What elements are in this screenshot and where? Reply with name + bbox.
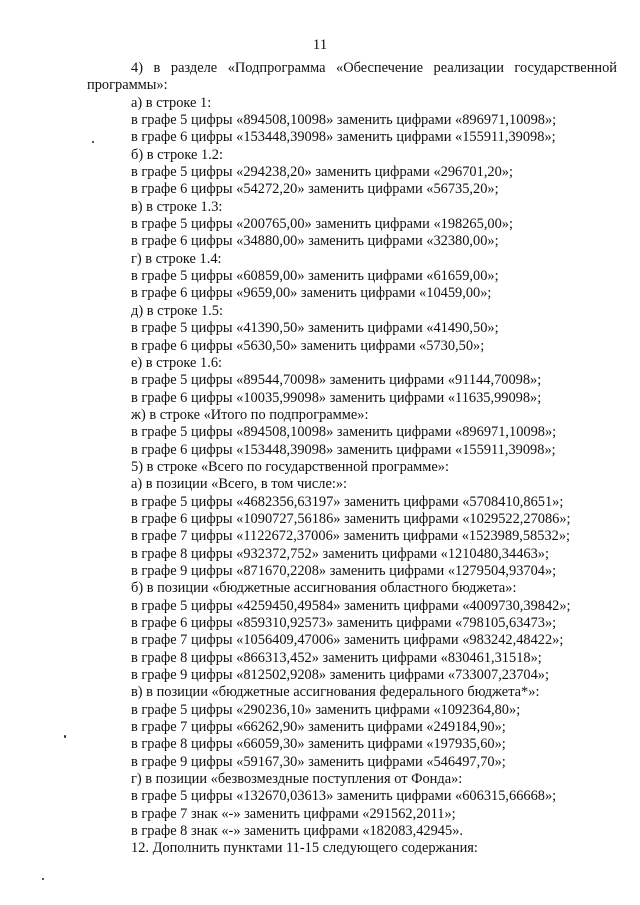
- text-line: в графе 5 цифры «290236,10» заменить цифрами «1092364,80»;: [131, 701, 521, 718]
- text-line: в графе 8 знак «-» заменить цифрами «182083,42945».: [131, 823, 463, 840]
- text-line: в графе 6 цифры «10035,99098» заменить цифрами «11635,99098»;: [131, 389, 542, 406]
- page-number: 11: [312, 37, 328, 53]
- text-line: в графе 9 цифры «812502,9208» заменить цифрами «733007,23704»;: [131, 667, 549, 684]
- text-line: в графе 5 цифры «4259450,49584» заменить цифрами «4009730,39842»;: [131, 597, 571, 614]
- text-line: в графе 6 цифры «153448,39098» заменить цифрами «155911,39098»;: [131, 441, 556, 458]
- text-line: в графе 5 цифры «41390,50» заменить цифрами «41490,50»;: [131, 320, 499, 337]
- text-line: программы»:: [87, 77, 168, 94]
- scan-speck: [92, 141, 94, 143]
- text-line: в графе 6 цифры «9659,00» заменить цифрами «10459,00»;: [131, 285, 492, 302]
- text-line: в графе 7 знак «-» заменить цифрами «291562,2011»;: [131, 805, 456, 822]
- text-line: а) в строке 1:: [131, 94, 212, 111]
- text-line: 12. Дополнить пунктами 11-15 следующего содержания:: [131, 840, 478, 857]
- document-body: [87, 60, 617, 858]
- text-line: 5) в строке «Всего по государственной программе»:: [131, 458, 449, 475]
- text-line: в графе 5 цифры «294238,20» заменить цифрами «296701,20»;: [131, 164, 513, 181]
- scan-speck: [42, 878, 44, 880]
- text-line: в графе 8 цифры «932372,752» заменить цифрами «1210480,34463»;: [131, 545, 549, 562]
- text-line: г) в строке 1.4:: [131, 250, 222, 267]
- text-line: д) в строке 1.5:: [131, 302, 223, 319]
- text-line: в графе 5 цифры «894508,10098» заменить цифрами «896971,10098»;: [131, 112, 557, 129]
- text-line: в) в строке 1.3:: [131, 198, 223, 215]
- scan-speck: [64, 735, 66, 738]
- text-line: в графе 8 цифры «866313,452» заменить цифрами «830461,31518»;: [131, 649, 542, 666]
- text-line: б) в строке 1.2:: [131, 146, 223, 163]
- text-line: в графе 6 цифры «5630,50» заменить цифрами «5730,50»;: [131, 337, 485, 354]
- text-line: в графе 5 цифры «132670,03613» заменить цифрами «606315,66668»;: [131, 788, 557, 805]
- text-line: а) в позиции «Всего, в том числе:»:: [131, 476, 348, 493]
- text-line: в графе 6 цифры «54272,20» заменить цифрами «56735,20»;: [131, 181, 499, 198]
- text-line: в графе 5 цифры «60859,00» заменить цифрами «61659,00»;: [131, 268, 499, 285]
- text-line: в графе 7 цифры «1056409,47006» заменить цифрами «983242,48422»;: [131, 632, 564, 649]
- text-line: в) в позиции «бюджетные ассигнования федерального бюджета*»:: [131, 684, 540, 701]
- text-line: ж) в строке «Итого по подпрограмме»:: [131, 406, 369, 423]
- text-line: 4) в разделе «Подпрограмма «Обеспечение реализации государственной: [131, 60, 617, 76]
- text-line: в графе 6 цифры «153448,39098» заменить цифрами «155911,39098»;: [131, 129, 556, 146]
- text-line: в графе 5 цифры «894508,10098» заменить цифрами «896971,10098»;: [131, 424, 557, 441]
- text-line: в графе 6 цифры «859310,92573» заменить цифрами «798105,63473»;: [131, 615, 557, 631]
- text-line: е) в строке 1.6:: [131, 354, 223, 371]
- text-line: в графе 5 цифры «200765,00» заменить цифрами «198265,00»;: [131, 216, 513, 233]
- text-line: в графе 8 цифры «66059,30» заменить цифрами «197935,60»;: [131, 736, 506, 753]
- text-line: в графе 7 цифры «66262,90» заменить цифрами «249184,90»;: [131, 719, 506, 736]
- text-line: в графе 7 цифры «1122672,37006» заменить цифрами «1523989,58532»;: [131, 528, 571, 545]
- text-line: в графе 9 цифры «59167,30» заменить цифрами «546497,70»;: [131, 753, 506, 770]
- text-line: в графе 6 цифры «34880,00» заменить цифрами «32380,00»;: [131, 233, 499, 250]
- text-line: в графе 6 цифры «1090727,56186» заменить цифрами «1029522,27086»;: [131, 510, 571, 527]
- text-line: б) в позиции «бюджетные ассигнования областного бюджета»:: [131, 580, 517, 597]
- text-line: в графе 9 цифры «871670,2208» заменить цифрами «1279504,93704»;: [131, 562, 557, 579]
- text-line: в графе 5 цифры «4682356,63197» заменить цифрами «5708410,8651»;: [131, 493, 564, 510]
- text-line: г) в позиции «безвозмездные поступления от Фонда»:: [131, 771, 463, 788]
- text-line: в графе 5 цифры «89544,70098» заменить цифрами «91144,70098»;: [131, 372, 542, 389]
